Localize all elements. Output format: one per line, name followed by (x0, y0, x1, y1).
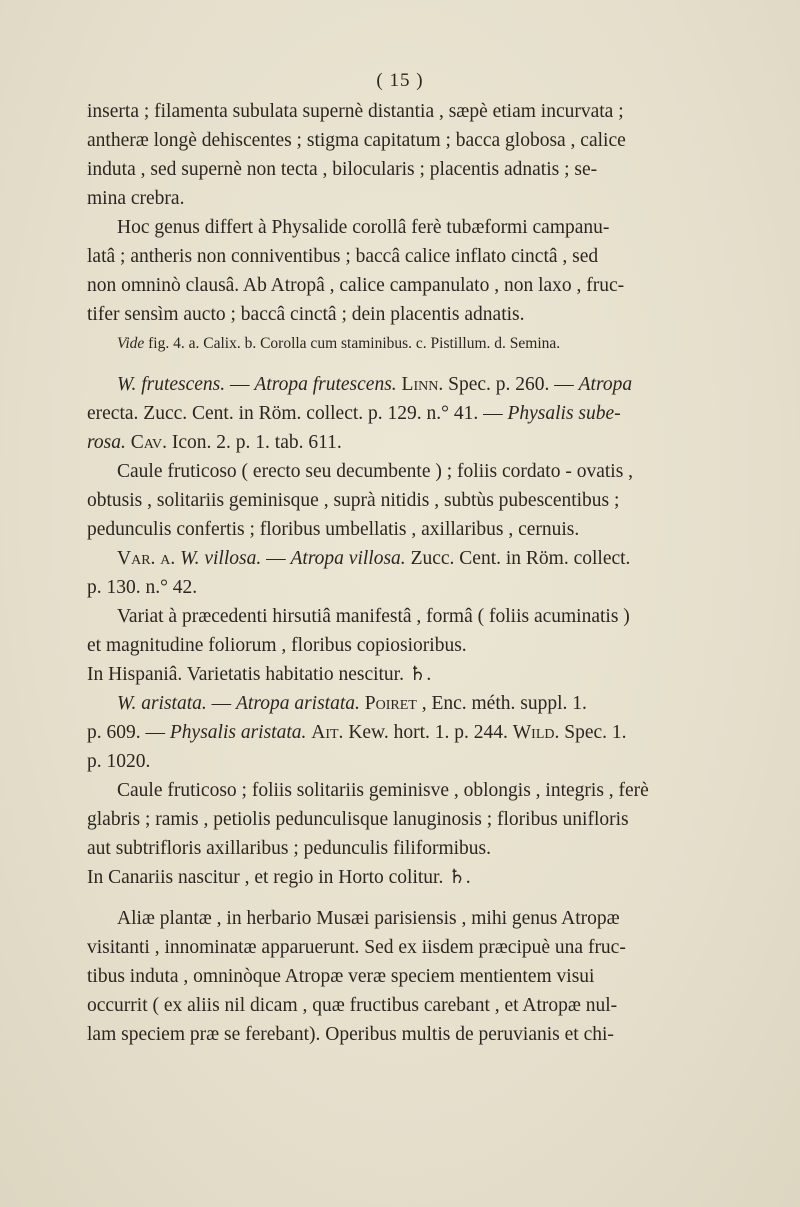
paragraph-genus-description (87, 97, 683, 213)
text-line: induta , sed supernè non tecta , bilocularis ; placentis adnatis ; se- (87, 159, 598, 180)
page-number: ( 15 ) (376, 70, 424, 91)
text-line: glabris ; ramis , petiolis pedunculisque lanuginosis ; floribus unifloris (87, 809, 629, 830)
text-line: obtusis , solitariis geminisque , suprà nitidis , subtùs pubescentibus ; (87, 490, 620, 511)
variety-villosa-description (87, 602, 683, 689)
text-line: inserta ; filamenta subulata supernè distantia , sæpè etiam incurvata ; (87, 101, 624, 122)
text-line: antheræ longè dehiscentes ; stigma capitatum ; bacca globosa , calice (87, 130, 626, 151)
page-body (87, 97, 683, 1049)
text-line: visitanti , innominatæ apparuerunt. Sed ex iisdem præcipuè una fruc- (87, 937, 626, 958)
text-line: In Hispaniâ. Varietatis habitatio nescitur. ♄. (87, 664, 432, 685)
text-line: et magnitudine foliorum , floribus copiosioribus. (87, 635, 467, 656)
text-line: latâ ; antheris non conniventibus ; baccâ calice inflato cinctâ , sed (87, 246, 599, 267)
text-line: Hoc genus differt à Physalide corollâ ferè tubæformi campanu- (117, 217, 610, 238)
text-line: occurrit ( ex aliis nil dicam , quæ fructibus carebant , et Atropæ nul- (87, 995, 618, 1016)
text-line: pedunculis confertis ; floribus umbellatis , axillaribus , cernuis. (87, 519, 580, 540)
figure-caption: fig. 4. a. Calix. b. Corolla cum staminibus. c. Pistillum. d. Semina. (148, 335, 561, 352)
text-line: tifer sensìm aucto ; baccâ cinctâ ; dein placentis adnatis. (87, 304, 525, 325)
text-line: Caule fruticoso ; foliis solitariis geminisve , oblongis , integris , ferè (117, 780, 649, 801)
species-aristata-heading: W. aristata. — Atropa aristata. Poiret , Enc. méth. suppl. 1. p. 609. — Physalis aristata. Ait. Kew. hort. 1. p. 244. Wild. Spec. 1. p. 1020. (87, 693, 627, 772)
variety-villosa-heading: Var. α. W. villosa. — Atropa villosa. Zucc. Cent. in Röm. collect. p. 130. n.° 42. (87, 548, 631, 598)
species-aristata-description (87, 776, 683, 892)
text-line: lam speciem præ se ferebant). Operibus multis de peruvianis et chi- (87, 1024, 614, 1045)
figure-reference (87, 329, 683, 358)
text-line: tibus induta , omninòque Atropæ veræ speciem mentientem visui (87, 966, 595, 987)
paragraph-other-plants (87, 904, 683, 1049)
paragraph-genus-difference (87, 213, 683, 329)
species-frutescens-heading: W. frutescens. — Atropa frutescens. Linn. Spec. p. 260. — Atropa erecta. Zucc. Cent. in Röm. collect. p. 129. n.° 41. — Physalis sube- rosa. Cav. Icon. 2. p. 1. tab. 611. (87, 374, 633, 453)
species-frutescens-description (87, 457, 683, 544)
vide-label: Vide (117, 335, 145, 352)
text-line: aut subtrifloris axillaribus ; pedunculis filiformibus. (87, 838, 492, 859)
text-line: mina crebra. (87, 188, 185, 209)
text-line: Caule fruticoso ( erecto seu decumbente ) ; foliis cordato - ovatis , (117, 461, 634, 482)
text-line: Aliæ plantæ , in herbario Musæi parisiensis , mihi genus Atropæ (117, 908, 620, 929)
text-line: Variat à præcedenti hirsutiâ manifestâ , formâ ( foliis acuminatis ) (117, 606, 630, 627)
text-line: non omninò clausâ. Ab Atropâ , calice campanulato , non laxo , fruc- (87, 275, 625, 296)
text-line: In Canariis nascitur , et regio in Horto colitur. ♄. (87, 867, 471, 888)
